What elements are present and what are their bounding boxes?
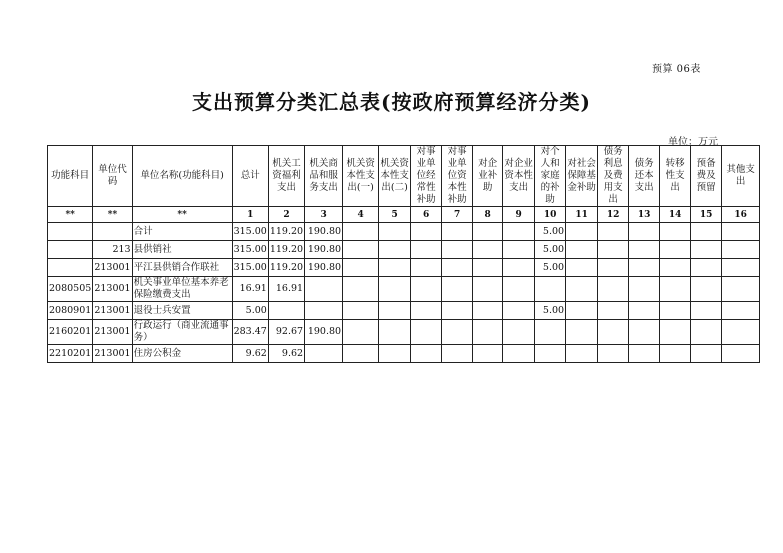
amount-cell: [503, 302, 535, 320]
column-index: **: [48, 207, 93, 223]
amount-cell: [343, 223, 379, 241]
amount-cell: [503, 320, 535, 345]
amount-cell: [722, 302, 760, 320]
amount-cell: [411, 277, 442, 302]
amount-cell: [660, 241, 691, 259]
column-header: 对社会保障基金补助: [566, 146, 598, 207]
unit-name-cell: 合计: [132, 223, 232, 241]
amount-cell: [379, 320, 411, 345]
amount-cell: 92.67: [268, 320, 304, 345]
unit-name-cell: 退役士兵安置: [132, 302, 232, 320]
amount-cell: [411, 223, 442, 241]
column-index: 13: [629, 207, 660, 223]
amount-cell: [722, 345, 760, 363]
column-index: 6: [411, 207, 442, 223]
amount-cell: [305, 277, 343, 302]
amount-cell: [411, 345, 442, 363]
column-index: 14: [660, 207, 691, 223]
column-header: 功能科目: [48, 146, 93, 207]
code-cell: 2160201: [48, 320, 93, 345]
amount-cell: [660, 302, 691, 320]
code-cell: [93, 223, 132, 241]
column-index: 8: [473, 207, 503, 223]
amount-cell: [722, 277, 760, 302]
amount-cell: [566, 277, 598, 302]
table-row: [48, 223, 760, 241]
index-row: [48, 207, 760, 223]
unit-name-cell: 平江县供销合作联社: [132, 259, 232, 277]
amount-cell: [660, 223, 691, 241]
amount-cell: [722, 259, 760, 277]
column-index: 16: [722, 207, 760, 223]
amount-cell: [411, 259, 442, 277]
amount-cell: [503, 241, 535, 259]
column-header: 机关资本性支出(二): [379, 146, 411, 207]
amount-cell: 5.00: [535, 223, 566, 241]
unit-name-cell: 行政运行（商业流通事务）: [132, 320, 232, 345]
code-cell: [48, 241, 93, 259]
code-cell: 213001: [93, 302, 132, 320]
column-header: 对企业补助: [473, 146, 503, 207]
amount-cell: [379, 241, 411, 259]
amount-cell: [535, 277, 566, 302]
amount-cell: [343, 320, 379, 345]
column-index: 10: [535, 207, 566, 223]
amount-cell: [629, 277, 660, 302]
column-header: 机关资本性支出(一): [343, 146, 379, 207]
code-cell: 213001: [93, 320, 132, 345]
table-row: [48, 320, 760, 345]
amount-cell: 190.80: [305, 320, 343, 345]
column-header: 转移性支出: [660, 146, 691, 207]
amount-cell: [411, 241, 442, 259]
column-header: 单位代码: [93, 146, 132, 207]
amount-cell: [598, 241, 629, 259]
amount-cell: [503, 259, 535, 277]
amount-cell: [629, 320, 660, 345]
amount-cell: [305, 302, 343, 320]
amount-cell: [566, 320, 598, 345]
amount-cell: [343, 259, 379, 277]
column-index: 3: [305, 207, 343, 223]
amount-cell: [598, 277, 629, 302]
amount-cell: [629, 241, 660, 259]
amount-cell: [722, 241, 760, 259]
code-cell: 2080505: [48, 277, 93, 302]
column-index: 4: [343, 207, 379, 223]
column-header: 对事业单位经常性补助: [411, 146, 442, 207]
amount-cell: 190.80: [305, 223, 343, 241]
amount-cell: [442, 302, 473, 320]
amount-cell: [305, 345, 343, 363]
amount-cell: [629, 223, 660, 241]
amount-cell: [629, 259, 660, 277]
amount-cell: [473, 320, 503, 345]
code-cell: 2080901: [48, 302, 93, 320]
code-cell: [48, 223, 93, 241]
amount-cell: 16.91: [268, 277, 304, 302]
code-cell: 213: [93, 241, 132, 259]
column-header: 预备费及预留: [691, 146, 722, 207]
code-cell: 213001: [93, 277, 132, 302]
code-cell: [48, 259, 93, 277]
amount-cell: [566, 241, 598, 259]
amount-cell: [691, 277, 722, 302]
amount-cell: [566, 259, 598, 277]
table-row: [48, 345, 760, 363]
column-index: 12: [598, 207, 629, 223]
amount-cell: [411, 302, 442, 320]
amount-cell: [379, 259, 411, 277]
code-cell: 2210201: [48, 345, 93, 363]
code-cell: 213001: [93, 259, 132, 277]
amount-cell: [691, 223, 722, 241]
amount-cell: [691, 345, 722, 363]
column-header: 单位名称(功能科目): [132, 146, 232, 207]
amount-cell: 119.20: [268, 223, 304, 241]
amount-cell: [660, 259, 691, 277]
column-header: 对企业资本性支出: [503, 146, 535, 207]
column-index: **: [132, 207, 232, 223]
unit-name-cell: 县供销社: [132, 241, 232, 259]
amount-cell: [722, 223, 760, 241]
amount-cell: 9.62: [232, 345, 268, 363]
column-index: 7: [442, 207, 473, 223]
amount-cell: [660, 320, 691, 345]
amount-cell: 5.00: [535, 259, 566, 277]
amount-cell: [503, 345, 535, 363]
amount-cell: [473, 345, 503, 363]
unit-label: 单位：万元: [668, 137, 718, 148]
amount-cell: [535, 345, 566, 363]
amount-cell: 9.62: [268, 345, 304, 363]
unit-name-cell: 住房公积金: [132, 345, 232, 363]
table-row: [48, 302, 760, 320]
column-index: 9: [503, 207, 535, 223]
amount-cell: [722, 320, 760, 345]
amount-cell: 5.00: [535, 241, 566, 259]
amount-cell: [442, 241, 473, 259]
form-number: 预算 06表: [652, 64, 701, 75]
amount-cell: [691, 302, 722, 320]
amount-cell: [566, 302, 598, 320]
code-cell: 213001: [93, 345, 132, 363]
amount-cell: 190.80: [305, 259, 343, 277]
amount-cell: 283.47: [232, 320, 268, 345]
amount-cell: [660, 277, 691, 302]
amount-cell: [442, 277, 473, 302]
header-row: [48, 146, 760, 207]
column-index: **: [93, 207, 132, 223]
amount-cell: [566, 345, 598, 363]
amount-cell: [442, 259, 473, 277]
amount-cell: [535, 320, 566, 345]
column-header: 机关工资福利支出: [268, 146, 304, 207]
amount-cell: 119.20: [268, 241, 304, 259]
column-index: 2: [268, 207, 304, 223]
column-header: 其他支出: [722, 146, 760, 207]
page-title: 支出预算分类汇总表(按政府预算经济分类): [192, 90, 591, 114]
column-header: 总计: [232, 146, 268, 207]
amount-cell: [598, 223, 629, 241]
column-header: 机关商品和服务支出: [305, 146, 343, 207]
amount-cell: [503, 277, 535, 302]
column-header: 债务还本支出: [629, 146, 660, 207]
amount-cell: [268, 302, 304, 320]
amount-cell: [598, 302, 629, 320]
column-header: 对个人和家庭的补助: [535, 146, 566, 207]
amount-cell: [660, 345, 691, 363]
column-index: 1: [232, 207, 268, 223]
amount-cell: [343, 302, 379, 320]
amount-cell: [598, 345, 629, 363]
amount-cell: [629, 302, 660, 320]
amount-cell: [379, 345, 411, 363]
amount-cell: 5.00: [535, 302, 566, 320]
amount-cell: [598, 259, 629, 277]
amount-cell: 190.80: [305, 241, 343, 259]
column-index: 5: [379, 207, 411, 223]
amount-cell: [691, 320, 722, 345]
amount-cell: [442, 345, 473, 363]
amount-cell: [379, 223, 411, 241]
table-row: [48, 277, 760, 302]
amount-cell: [566, 223, 598, 241]
amount-cell: 5.00: [232, 302, 268, 320]
budget-table: [47, 145, 760, 363]
amount-cell: [379, 277, 411, 302]
column-header: 对事业单位资本性补助: [442, 146, 473, 207]
amount-cell: [379, 302, 411, 320]
amount-cell: [691, 241, 722, 259]
amount-cell: 16.91: [232, 277, 268, 302]
amount-cell: [473, 223, 503, 241]
amount-cell: [343, 241, 379, 259]
amount-cell: [473, 241, 503, 259]
amount-cell: [503, 223, 535, 241]
amount-cell: [442, 320, 473, 345]
table-row: [48, 241, 760, 259]
amount-cell: [343, 345, 379, 363]
amount-cell: [691, 259, 722, 277]
table-row: [48, 259, 760, 277]
amount-cell: [343, 277, 379, 302]
amount-cell: [473, 302, 503, 320]
amount-cell: [411, 320, 442, 345]
amount-cell: [598, 320, 629, 345]
amount-cell: 315.00: [232, 223, 268, 241]
amount-cell: [442, 223, 473, 241]
amount-cell: 315.00: [232, 241, 268, 259]
amount-cell: 315.00: [232, 259, 268, 277]
unit-name-cell: 机关事业单位基本养老保险缴费支出: [132, 277, 232, 302]
column-header: 债务利息及费用支出: [598, 146, 629, 207]
amount-cell: 119.20: [268, 259, 304, 277]
column-index: 11: [566, 207, 598, 223]
amount-cell: [473, 259, 503, 277]
amount-cell: [473, 277, 503, 302]
column-index: 15: [691, 207, 722, 223]
amount-cell: [629, 345, 660, 363]
